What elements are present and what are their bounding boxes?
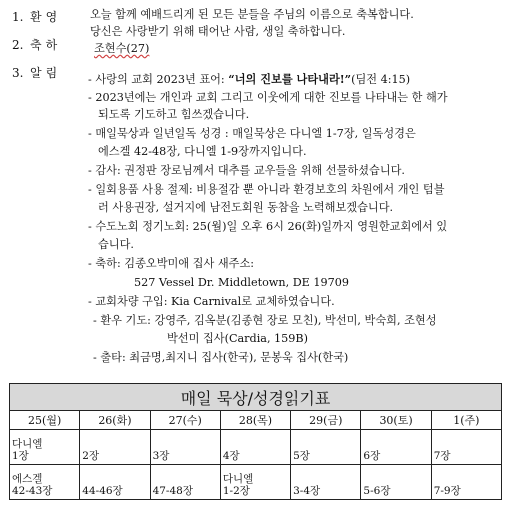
announcement-travel: - 출타: 최금명,최지니 집사(한국), 문봉욱 집사(한국) — [93, 351, 349, 364]
section-announcements — [12, 64, 61, 81]
table-cell: 다니엘 1장 — [10, 430, 80, 465]
birthday-name: 조현수(27) — [94, 42, 150, 55]
announcement-address: 527 Vessel Dr. Middletown, DE 19709 — [134, 276, 349, 289]
section-number: 1. — [12, 10, 24, 24]
reading-schedule-table — [9, 383, 502, 500]
table-cell: 7-9장 — [431, 465, 501, 500]
table-cell: 3장 — [150, 430, 220, 465]
announcement-thanks: - 감사: 권정판 장로님께서 대추를 교우들을 위해 선물하셨습니다. — [88, 164, 405, 177]
section-label: 알림 — [30, 66, 62, 80]
table-cell: 44-46장 — [80, 465, 150, 500]
table-cell: 4장 — [220, 430, 290, 465]
announcement-reading-line2: 에스겔 42-48장, 다니엘 1-9장까지입니다. — [98, 145, 307, 158]
section-number: 3. — [12, 66, 24, 80]
announcement-goal-line2: 되도록 기도하고 힘쓰겠습니다. — [98, 108, 250, 121]
table-cell: 5-6장 — [361, 465, 431, 500]
table-cell: 6장 — [361, 430, 431, 465]
section-birthday — [12, 36, 61, 53]
day-header: 30(토) — [361, 411, 431, 430]
announcement-presbytery-line2: 습니다. — [98, 238, 134, 251]
table-cell: 에스겔 42-43장 — [10, 465, 80, 500]
table-cell: 2장 — [80, 430, 150, 465]
day-header: 1(주) — [431, 411, 501, 430]
table-cell: 다니엘 1-2장 — [220, 465, 290, 500]
section-label: 축하 — [30, 38, 62, 52]
motto-text: “너의 진보를 나타내라!” — [228, 72, 352, 86]
announcement-vehicle: - 교회차량 구입: Kia Carnival로 교체하였습니다. — [88, 295, 335, 308]
meditation-row — [10, 430, 502, 465]
announcement-disposables-line2: 러 사용권장, 설거지에 남전도회원 동참을 노력해보겠습니다. — [98, 201, 394, 214]
reading-row — [10, 465, 502, 500]
announcement-presbytery-line1: - 수도노회 정기노회: 25(월)일 오후 6시 26(화)일까지 영원한교회에서 있 — [88, 220, 448, 233]
announcement-prayer-line2: 박선미 집사(Cardia, 159B) — [167, 332, 308, 345]
table-cell: 3-4장 — [291, 465, 361, 500]
table-cell: 5장 — [291, 430, 361, 465]
announcement-reading-line1: - 매일묵상과 일년일독 성경 : 매일묵상은 다니엘 1-7장, 일독성경은 — [88, 127, 416, 140]
table-cell: 7장 — [431, 430, 501, 465]
table-title: 매일 묵상/성경읽기표 — [10, 384, 502, 411]
day-header: 25(월) — [10, 411, 80, 430]
birthday-text: 당신은 사랑받기 위해 태어난 사람, 생일 축하합니다. — [90, 25, 346, 38]
announcement-congrats-line1: - 축하: 김종오박미애 집사 새주소: — [88, 257, 255, 270]
table-header-row — [10, 411, 502, 430]
announcement-goal-line1: - 2023년에는 개인과 교회 그리고 이웃에게 대한 진보를 나타내는 한 해가 — [88, 91, 448, 104]
day-header: 29(금) — [291, 411, 361, 430]
motto-prefix: - 사랑의 교회 2023년 표어: — [88, 73, 229, 86]
section-label: 환영 — [30, 10, 62, 24]
table-cell: 47-48장 — [150, 465, 220, 500]
day-header: 26(화) — [80, 411, 150, 430]
section-number: 2. — [12, 38, 24, 52]
announcement-disposables-line1: - 일회용품 사용 절제: 비용절감 뿐 아니라 환경보호의 차원에서 개인 텀블 — [88, 183, 445, 196]
day-header: 28(목) — [220, 411, 290, 430]
announcement-motto — [88, 72, 410, 87]
welcome-text: 오늘 함께 예배드리게 된 모든 분들을 주님의 이름으로 축복합니다. — [90, 8, 414, 21]
section-welcome — [12, 8, 61, 25]
announcement-prayer-line1: - 환우 기도: 강영주, 김옥분(김종현 장로 모친), 박선미, 박숙희, 조현성 — [93, 314, 437, 327]
day-header: 27(수) — [150, 411, 220, 430]
motto-reference: (딤전 4:15) — [351, 73, 411, 86]
